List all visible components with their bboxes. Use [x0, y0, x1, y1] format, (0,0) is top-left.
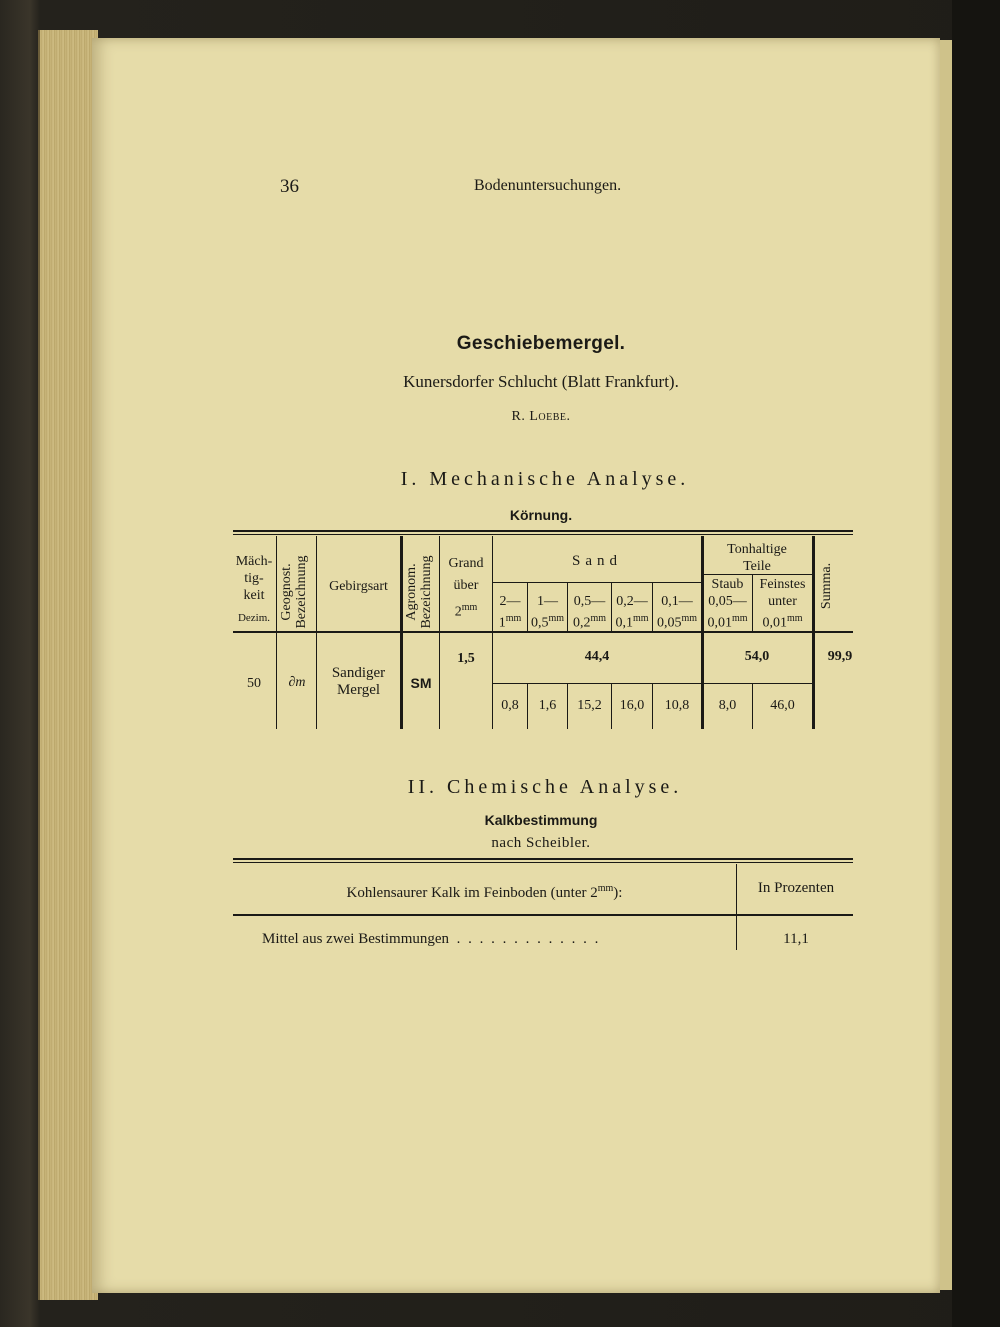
- method-subtitle: nach Scheibler.: [491, 835, 591, 851]
- sand-col5-top: 0,1—: [661, 594, 693, 609]
- col-divider: [316, 536, 317, 729]
- row-sand-col1: 0,8: [501, 698, 519, 713]
- header-feinstes-line1: Feinstes: [759, 577, 806, 592]
- location-subtitle: Kunersdorfer Schlucht (Blatt Frankfurt).: [403, 372, 679, 391]
- chem-header-label-end: ):: [613, 885, 623, 901]
- header-sand-col1: [492, 593, 528, 632]
- chem-row-label: [262, 931, 600, 948]
- header-feinstes-line2: unter: [768, 594, 797, 609]
- sand-col3-unit: mm: [590, 613, 607, 624]
- row-maechtigkeit: 50: [247, 676, 261, 691]
- row-staub: 8,0: [718, 698, 737, 713]
- row-gebirgsart-line1: Sandiger: [331, 665, 386, 681]
- page-number: 36: [280, 176, 299, 197]
- header-geognost-line1: Geognost.: [279, 563, 294, 621]
- header-sand-col2: [527, 593, 568, 632]
- row-feinstes: 46,0: [770, 698, 795, 713]
- chem-row-dots: . . . . . . . . . . . . .: [456, 931, 601, 947]
- header-maechtigkeit-line1: Mäch-: [235, 554, 273, 569]
- header-sand: Sand: [572, 553, 622, 569]
- chem-top-rule: [233, 858, 853, 860]
- header-grand: [440, 553, 492, 624]
- koernung-subtitle: Körnung.: [509, 507, 573, 523]
- section-chemical-title: II. Chemische Analyse.: [407, 776, 683, 798]
- header-dezim: Dezim.: [237, 612, 271, 624]
- row-sand-col4: 16,0: [619, 698, 645, 713]
- chem-top-rule-thin: [233, 862, 853, 863]
- sand-col1-bottom: 1: [498, 615, 506, 631]
- table-top-rule: [233, 530, 853, 532]
- header-staub-line3: 0,01: [707, 615, 732, 631]
- right-background: [952, 0, 1000, 1327]
- header-staub-unit: mm: [731, 613, 748, 624]
- col-divider-thick: [400, 536, 403, 729]
- author: [0, 409, 1000, 425]
- row-geognost: ∂m: [288, 675, 306, 690]
- header-agronom-line2: Bezeichnung: [419, 555, 434, 629]
- sand-subheader-rule: [492, 582, 702, 583]
- header-staub: [702, 576, 753, 632]
- header-geognost-line2: Bezeichnung: [294, 555, 309, 629]
- row-gebirgsart: [317, 665, 400, 699]
- header-grand-line3: [440, 597, 492, 624]
- chem-header-label-unit: mm: [597, 883, 614, 894]
- sand-col5-bottom: 0,05: [656, 615, 682, 631]
- header-tonhaltige-line1: Tonhaltige: [727, 542, 787, 557]
- sand-col5-unit: mm: [681, 613, 698, 624]
- header-grand-size: 2: [454, 604, 462, 620]
- chem-header-label: [233, 880, 736, 902]
- header-maechtigkeit-line2: tig-: [244, 571, 264, 586]
- sand-col2-top: 1—: [537, 594, 558, 609]
- header-tonhaltige: [702, 541, 812, 575]
- row-sand-col5: 10,8: [664, 698, 690, 713]
- page-stack-edge: [38, 30, 98, 1300]
- chem-row-value: 11,1: [783, 931, 809, 947]
- table-top-rule-thin: [233, 534, 853, 535]
- sand-col1-top: 2—: [499, 594, 521, 609]
- row-gebirgsart-line2: Mergel: [336, 682, 381, 698]
- chem-header-value: In Prozenten: [757, 880, 835, 896]
- header-geognost: [279, 539, 313, 645]
- header-maechtigkeit-line3: keit: [243, 588, 265, 603]
- sand-col4-bottom: 0,1: [615, 615, 633, 631]
- sand-col2-bottom: 0,5: [530, 615, 549, 631]
- sand-col4-top: 0,2—: [616, 594, 648, 609]
- row-sand-col3: 15,2: [577, 698, 602, 713]
- header-grand-line2: über: [453, 578, 479, 593]
- row-grand: 1,5: [457, 651, 475, 666]
- header-grand-unit: mm: [461, 602, 478, 613]
- chem-row-label-text: Mittel aus zwei Bestimmungen: [262, 931, 450, 947]
- header-feinstes: [752, 576, 813, 632]
- sand-col3-bottom: 0,2: [572, 615, 591, 631]
- header-staub-line2: 0,05—: [708, 594, 747, 609]
- header-agronom-line1: Agronom.: [404, 563, 419, 621]
- row-ton-total: 54,0: [744, 649, 770, 664]
- sand-col2-unit: mm: [548, 613, 565, 624]
- chem-header-label-text: Kohlensaurer Kalk im Feinboden (unter 2: [346, 885, 598, 901]
- chem-header-rule: [233, 914, 853, 916]
- sand-col1-unit: mm: [505, 613, 522, 624]
- kalkbestimmung-subtitle: Kalkbestimmung: [484, 812, 598, 828]
- header-summa: Summa.: [819, 562, 834, 610]
- row-sand-total: 44,4: [584, 649, 610, 664]
- header-sand-col3: [567, 593, 612, 632]
- header-grand-line1: Grand: [448, 556, 484, 571]
- header-maechtigkeit: [231, 553, 277, 627]
- header-sand-col5: [652, 593, 702, 632]
- sand-col3-top: 0,5—: [573, 594, 606, 609]
- section-mechanical-title: I. Mechanische Analyse.: [400, 468, 690, 490]
- row-sand-col2: 1,6: [538, 698, 557, 713]
- next-page-edge: [940, 40, 952, 1290]
- header-agronom: [404, 539, 438, 645]
- header-staub-line1: Staub: [711, 577, 744, 592]
- running-title: Bodenuntersuchungen.: [474, 177, 622, 194]
- row-agronom: SM: [410, 675, 432, 691]
- row-summa: 99,9: [827, 649, 853, 664]
- document-title: Geschiebemergel.: [456, 333, 626, 354]
- sand-col4-unit: mm: [632, 613, 649, 624]
- header-sand-col4: [611, 593, 653, 632]
- header-tonhaltige-line2: Teile: [743, 559, 771, 574]
- header-feinstes-unit: mm: [786, 613, 803, 624]
- header-gebirgsart: Gebirgsart: [329, 579, 388, 594]
- header-feinstes-line3: 0,01: [762, 615, 787, 631]
- author-name: R. Loebe.: [511, 409, 571, 424]
